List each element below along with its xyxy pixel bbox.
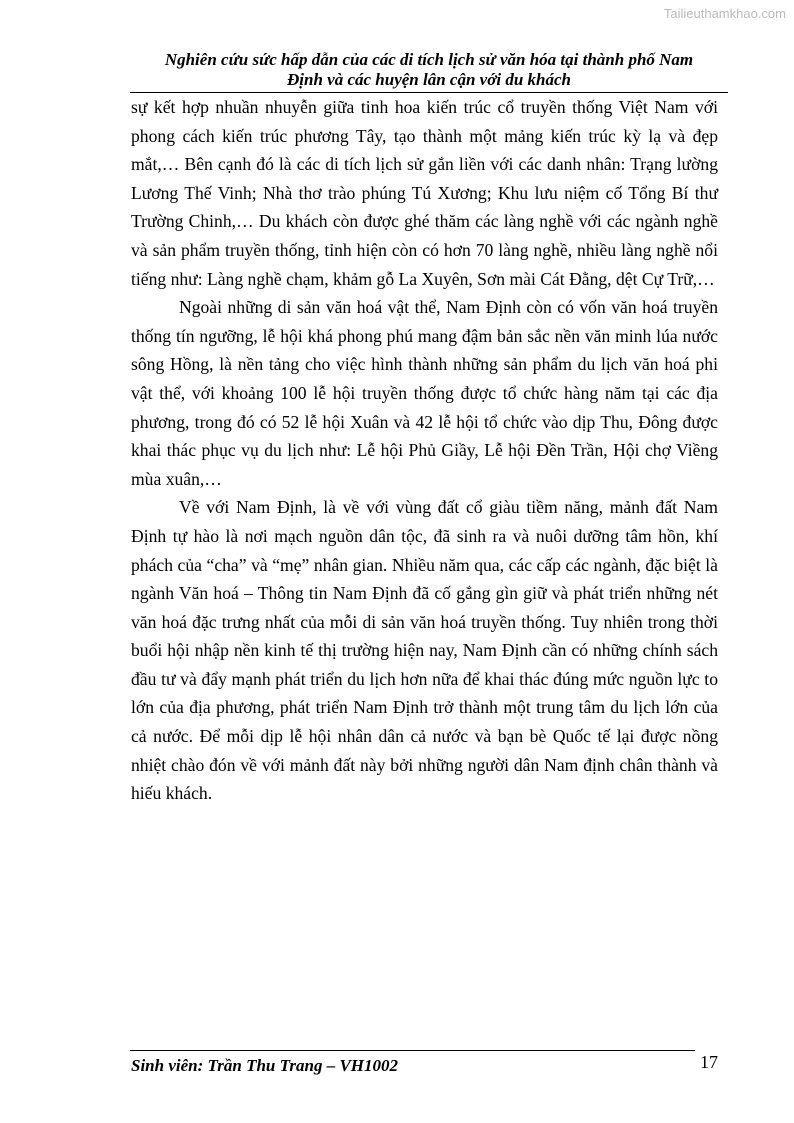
paragraph: Về với Nam Định, là về với vùng đất cổ giàu tiềm năng, mảnh đất Nam Định tự hào là nơi mạch nguồn dân tộc, đã sinh ra và nuôi dưỡng tâm hồn, khí phách của “cha” và “mẹ” nhân gian. Nhiều năm qua, các cấp các ngành, đặc biệt là ngành Văn hoá – Thông tin Nam Định đã cố gắng gìn giữ và phát triển những nét văn hoá đặc trưng nhất của mỗi di sản văn hoá truyền thống. Tuy nhiên trong thời buổi hội nhập nền kinh tế thị trường hiện nay, Nam Định cần có những chính sách đầu tư và đẩy mạnh phát triển du lịch hơn nữa để khai thác đúng mức nguồn lực to lớn của địa phương, phát triển Nam Định trở thành một trung tâm du lịch lớn của cả nước. Để mỗi dịp lễ hội nhân dân cả nước và bạn bè Quốc tế lại được nồng nhiệt chào đón về với mảnh đất này bởi những người dân Nam định chân thành và hiếu khách. <box>131 497 718 804</box>
running-header <box>130 50 728 90</box>
body-text <box>131 93 718 808</box>
watermark: Tailieuthamkhao.com <box>663 6 786 21</box>
footer-author: Sinh viên: Trần Thu Trang – VH1002 <box>131 1056 399 1075</box>
footer-divider <box>130 1050 695 1051</box>
paragraph: Ngoài những di sản văn hoá vật thể, Nam Định còn có vốn văn hoá truyền thống tín ngưỡng, lễ hội khá phong phú mang đậm bản sắc nền văn minh lúa nước sông Hồng, là nền tảng cho việc hình thành những sản phẩm du lịch văn hoá phi vật thể, với khoảng 100 lễ hội truyền thống được tổ chức hàng năm tại các địa phương, trong đó có 52 lễ hội Xuân và 42 lễ hội tổ chức vào dịp Thu, Đông được khai thác phục vụ du lịch như: Lễ hội Phủ Giầy, Lễ hội Đền Trần, Hội chợ Viềng mùa xuân,… <box>131 297 718 489</box>
paragraph-continuation: sự kết hợp nhuần nhuyễn giữa tinh hoa kiến trúc cổ truyền thống Việt Nam với phong cách kiến trúc phương Tây, tạo thành một mảng kiến trúc kỳ lạ và đẹp mắt,… Bên cạnh đó là các di tích lịch sử gắn liền với các danh nhân: Trạng lường Lương Thế Vinh; Nhà thơ trào phúng Tú Xương; Khu lưu niệm cố Tổng Bí thư Trường Chinh,… Du khách còn được ghé thăm các làng nghề với các ngành nghề và sản phẩm truyền thống, tỉnh hiện còn có hơn 70 làng nghề, nhiều làng nghề nổi tiếng như: Làng nghề chạm, khảm gỗ La Xuyên, Sơn mài Cát Đằng, dệt Cự Trữ,… <box>131 97 718 289</box>
header-line-1: Nghiên cứu sức hấp dẫn của các di tích lịch sử văn hóa tại thành phố Nam <box>164 50 694 69</box>
header-line-2: Định và các huyện lân cận với du khách <box>287 70 571 89</box>
page-number: 17 <box>700 1052 718 1072</box>
